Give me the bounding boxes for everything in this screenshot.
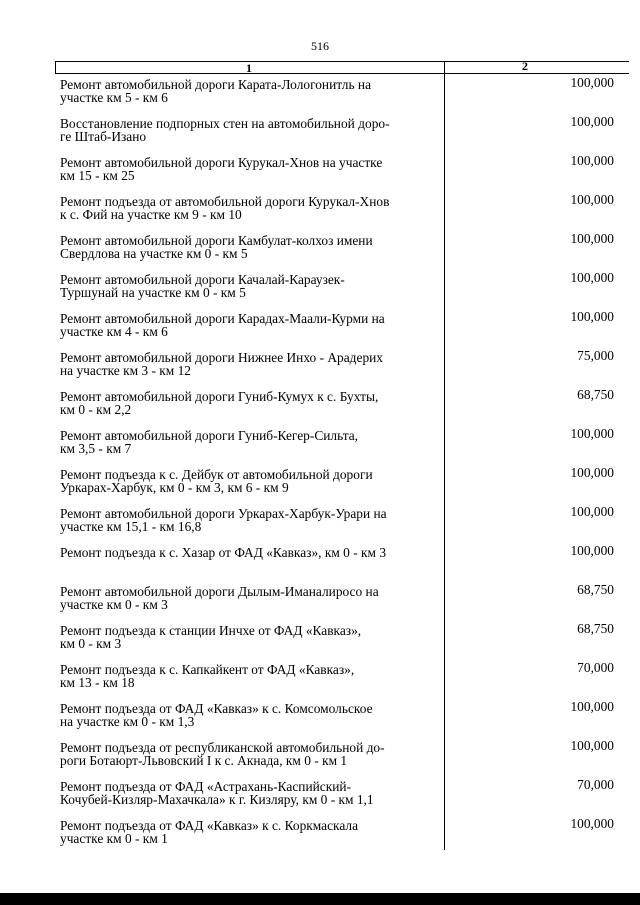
row-description-line: участке км 0 - км 3 (60, 597, 168, 612)
row-description-line: участке км 5 - км 6 (60, 90, 168, 105)
table-row (0, 660, 640, 702)
row-description-line: Уркарах-Харбук, км 0 - км 3, км 6 - км 9 (60, 480, 289, 495)
column-header-2: 2 (522, 59, 528, 73)
table-row (0, 582, 640, 624)
row-description-line: Восстановление подпорных стен на автомобильной доро- (60, 116, 390, 131)
row-description-line: Ремонт подъезда к с. Хазар от ФАД «Кавказ», км 0 - км 3 (60, 545, 387, 560)
row-description (60, 195, 442, 221)
row-value: 100,000 (570, 543, 614, 558)
row-description-line: Ремонт подъезда от ФАД «Кавказ» к с. Коркмаскала (60, 818, 359, 833)
row-description-line: Свердлова на участке км 0 - км 5 (60, 246, 248, 261)
row-description (60, 585, 442, 611)
row-description (60, 429, 442, 455)
row-value: 100,000 (570, 738, 614, 753)
row-description (60, 702, 442, 728)
row-value: 68,750 (577, 621, 614, 636)
row-value: 100,000 (570, 114, 614, 129)
row-description (60, 78, 442, 104)
row-description (60, 234, 442, 260)
row-value: 70,000 (577, 660, 614, 675)
row-description-line: ге Штаб-Изано (60, 129, 147, 144)
table-left-border (55, 61, 56, 74)
row-description-line: Ремонт автомобильной дороги Уркарах-Харбук-Урари на (60, 506, 387, 521)
row-description-line: участке км 4 - км 6 (60, 324, 168, 339)
row-description-line: км 13 - км 18 (60, 675, 135, 690)
row-description-line: Ремонт подъезда от республиканской автомобильной до- (60, 740, 385, 755)
table-row (0, 504, 640, 546)
row-value: 100,000 (570, 153, 614, 168)
table-row (0, 738, 640, 780)
table-row (0, 153, 640, 195)
row-value: 100,000 (570, 504, 614, 519)
row-description-line: км 3,5 - км 7 (60, 441, 132, 456)
table-top-rule (55, 61, 629, 62)
table-row (0, 387, 640, 429)
row-description-line: Кочубей-Кизляр-Махачкала» к г. Кизляру, км 0 - км 1,1 (60, 792, 374, 807)
table-row (0, 465, 640, 507)
row-description-line: Ремонт автомобильной дороги Гуниб-Кумух к с. Бухты, (60, 389, 379, 404)
table-row (0, 114, 640, 156)
row-description-line: участке км 0 - км 1 (60, 831, 168, 846)
row-value: 100,000 (570, 75, 614, 90)
row-description-line: км 0 - км 2,2 (60, 402, 132, 417)
row-value: 68,750 (577, 387, 614, 402)
row-description-line: Ремонт автомобильной дороги Дылым-Иманалиросо на (60, 584, 379, 599)
table-row (0, 621, 640, 663)
row-description (60, 663, 442, 689)
row-value: 100,000 (570, 192, 614, 207)
row-description (60, 546, 442, 559)
column-header-1: 1 (246, 61, 252, 75)
table-row (0, 348, 640, 390)
table-row (0, 543, 640, 585)
row-value: 68,750 (577, 582, 614, 597)
page-number: 516 (311, 39, 329, 53)
row-value: 100,000 (570, 270, 614, 285)
row-description-line: Ремонт автомобильной дороги Нижнее Инхо - Арадерих (60, 350, 383, 365)
row-description-line: км 0 - км 3 (60, 636, 122, 651)
table-row (0, 75, 640, 117)
row-value: 100,000 (570, 699, 614, 714)
scan-bottom-edge (0, 893, 640, 905)
row-description-line: на участке км 3 - км 12 (60, 363, 191, 378)
row-value: 100,000 (570, 309, 614, 324)
row-description (60, 351, 442, 377)
row-description (60, 312, 442, 338)
table-row (0, 192, 640, 234)
row-description-line: Ремонт автомобильной дороги Карадах-Маали-Курми на (60, 311, 385, 326)
row-description (60, 624, 442, 650)
row-value: 100,000 (570, 231, 614, 246)
row-description-line: Ремонт автомобильной дороги Карата-Лологонитль на (60, 77, 372, 92)
row-value: 100,000 (570, 426, 614, 441)
row-description-line: Ремонт подъезда от ФАД «Кавказ» к с. Комсомольское (60, 701, 373, 716)
row-description-line: Ремонт подъезда от ФАД «Астрахань-Каспийский- (60, 779, 352, 794)
row-description-line: Ремонт автомобильной дороги Качалай-Караузек- (60, 272, 345, 287)
row-description (60, 741, 442, 767)
row-description-line: Ремонт подъезда к станции Инчхе от ФАД «Кавказ», (60, 623, 362, 638)
row-description-line: роги Ботаюрт-Львовский I к с. Акнада, км 0 - км 1 (60, 753, 348, 768)
row-description (60, 780, 442, 806)
row-value: 100,000 (570, 465, 614, 480)
table-row (0, 426, 640, 468)
row-description (60, 156, 442, 182)
row-description-line: на участке км 0 - км 1,3 (60, 714, 195, 729)
table-row (0, 270, 640, 312)
row-description (60, 117, 442, 143)
row-description (60, 819, 442, 845)
table-row (0, 309, 640, 351)
row-description-line: участке км 15,1 - км 16,8 (60, 519, 202, 534)
row-description-line: Туршунай на участке км 0 - км 5 (60, 285, 246, 300)
row-value: 75,000 (577, 348, 614, 363)
row-description-line: Ремонт подъезда к с. Дейбук от автомобильной дороги (60, 467, 373, 482)
row-value: 100,000 (570, 816, 614, 831)
table-header-rule (55, 73, 629, 74)
row-description-line: Ремонт автомобильной дороги Гуниб-Кегер-Сильта, (60, 428, 359, 443)
row-description (60, 390, 442, 416)
table-row (0, 816, 640, 858)
row-description (60, 273, 442, 299)
row-description-line: к с. Фий на участке км 9 - км 10 (60, 207, 242, 222)
table-row (0, 231, 640, 273)
row-description-line: Ремонт подъезда от автомобильной дороги Курукал-Хнов (60, 194, 390, 209)
row-description-line: Ремонт автомобильной дороги Камбулат-колхоз имени (60, 233, 373, 248)
row-description (60, 468, 442, 494)
table-row (0, 777, 640, 819)
row-description-line: Ремонт подъезда к с. Капкайкент от ФАД «Кавказ», (60, 662, 355, 677)
row-description-line: Ремонт автомобильной дороги Курукал-Хнов на участке (60, 155, 383, 170)
row-description-line: км 15 - км 25 (60, 168, 135, 183)
row-value: 70,000 (577, 777, 614, 792)
table-row (0, 699, 640, 741)
row-description (60, 507, 442, 533)
